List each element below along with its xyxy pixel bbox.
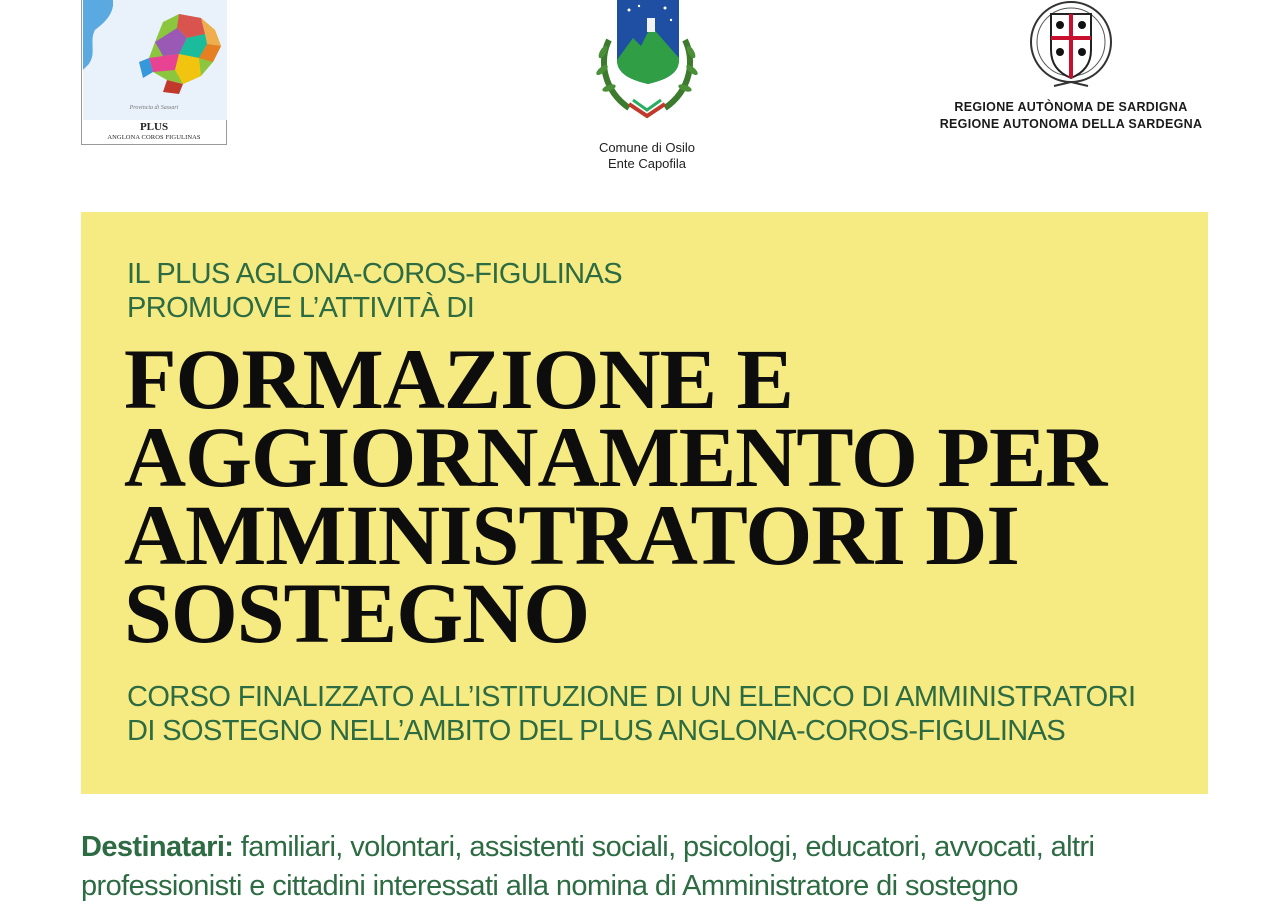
- course-title-line-1: FORMAZIONE E: [124, 331, 793, 427]
- plus-logo-subtitle: ANGLONA COROS FIGULINAS: [107, 134, 201, 141]
- recipients-paragraph: [81, 828, 1211, 906]
- regione-caption: [928, 99, 1214, 133]
- course-title-line-2: AGGIORNAMENTO PER: [124, 409, 1107, 505]
- osilo-caption-line1: Comune di Osilo: [598, 140, 696, 155]
- plus-map-icon: [83, 0, 227, 120]
- course-title-line-4: SOSTEGNO: [124, 565, 590, 661]
- course-subtitle-line-2: DI SOSTEGNO NELL’AMBITO DEL PLUS ANGLONA-COROS-FIGULINAS: [127, 715, 1066, 747]
- plus-logo: [81, 0, 227, 145]
- plus-logo-title: PLUS: [139, 121, 169, 133]
- recipients-text: familiari, volontari, assistenti sociali, psicologi, educatori, avvocati, altri professionisti e cittadini interessati alla nomina di Amministratore di sostegno: [81, 831, 1095, 902]
- course-title: [124, 331, 1184, 661]
- regione-sardegna-emblem-icon: [1024, 0, 1118, 92]
- intro-line-1: IL PLUS AGLONA-COROS-FIGULINAS: [127, 258, 622, 290]
- headline-banner: [81, 212, 1208, 794]
- osilo-caption: [585, 140, 709, 172]
- plus-province-caption: Provincia di Sassari: [129, 105, 179, 111]
- recipients-label: Destinatari:: [81, 831, 234, 863]
- course-subtitle-line-1: CORSO FINALIZZATO ALL’ISTITUZIONE DI UN ELENCO DI AMMINISTRATORI: [127, 681, 1136, 713]
- osilo-coat-of-arms-icon: [589, 0, 705, 128]
- osilo-caption-line2: Ente Capofila: [607, 156, 687, 171]
- intro-text: [127, 257, 622, 325]
- osilo-logo: [585, 0, 709, 175]
- course-subtitle: [127, 680, 1135, 748]
- course-title-line-3: AMMINISTRATORI DI: [124, 487, 1019, 583]
- regione-logo: [928, 0, 1214, 140]
- intro-line-2: PROMUOVE L’ATTIVITÀ DI: [127, 292, 475, 324]
- regione-caption-line1: REGIONE AUTÒNOMA DE SARDIGNA: [954, 100, 1188, 114]
- regione-caption-line2: REGIONE AUTONOMA DELLA SARDEGNA: [939, 117, 1203, 131]
